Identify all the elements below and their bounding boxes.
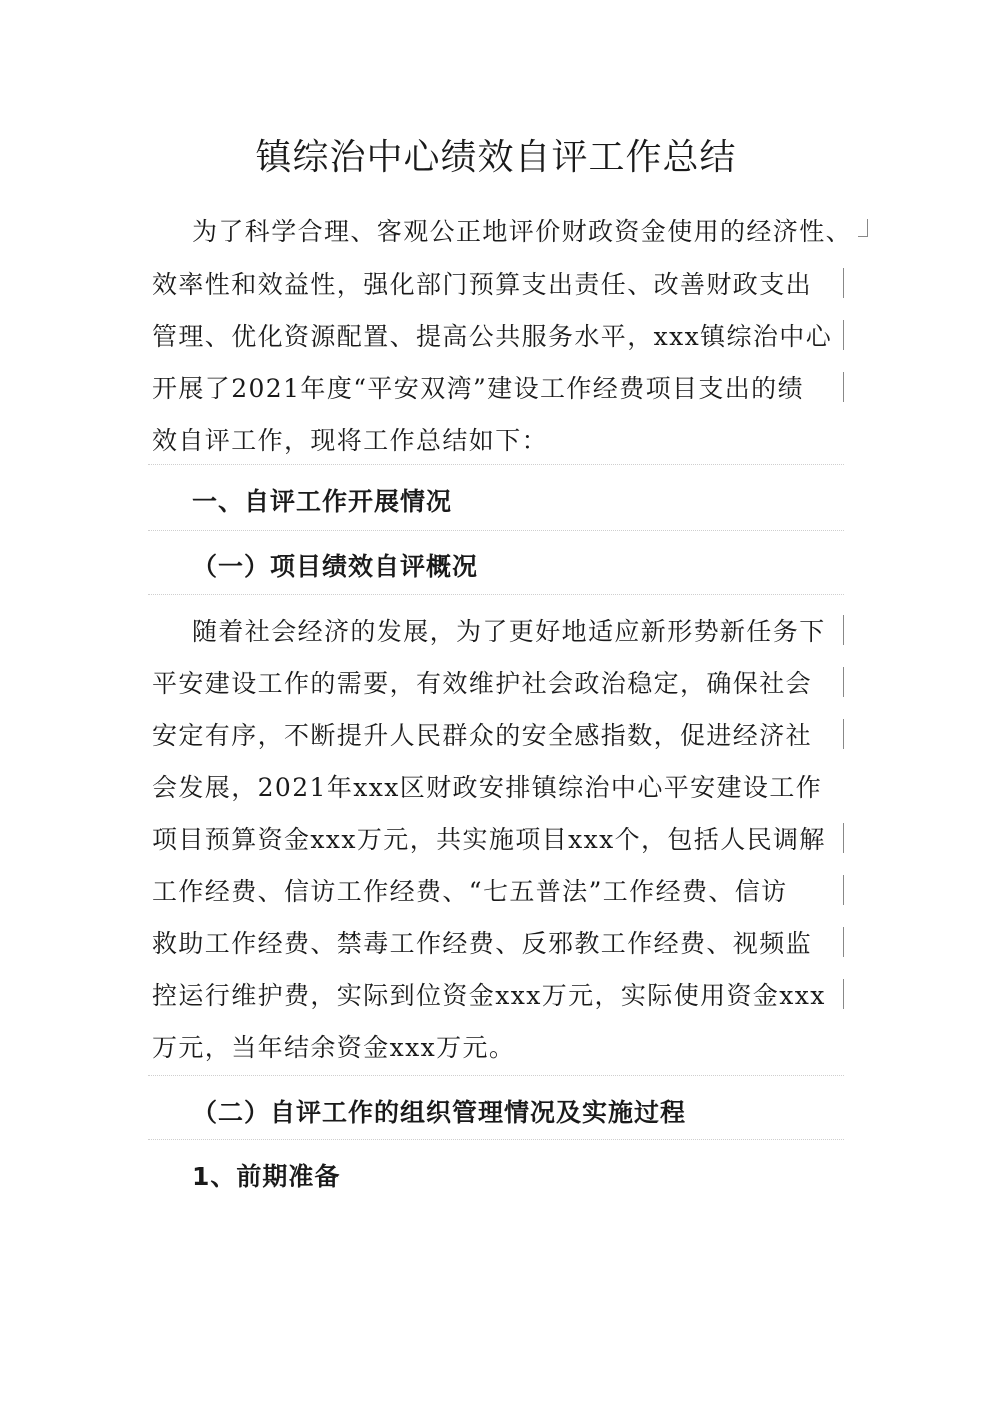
body-line-7: 救助工作经费、禁毒工作经费、反邪教工作经费、视频监 xyxy=(152,929,813,958)
intro-line-1: 为了科学合理、客观公正地评价财政资金使用的经济性、 xyxy=(192,217,853,246)
intro-line-4: 开展了2021年度“平安双湾”建设工作经费项目支出的绩 xyxy=(152,374,804,403)
item-heading-1: 1、前期准备 xyxy=(192,1162,341,1191)
margin-edge-mark xyxy=(843,875,844,905)
body-line-1: 随着社会经济的发展，为了更好地适应新形势新任务下 xyxy=(192,617,826,646)
subsection-heading-2: （二）自评工作的组织管理情况及实施过程 xyxy=(192,1098,687,1127)
body-line-6: 工作经费、信访工作经费、“七五普法”工作经费、信访 xyxy=(152,877,788,906)
margin-edge-mark xyxy=(843,320,844,350)
margin-edge-mark xyxy=(843,823,844,853)
margin-edge-mark xyxy=(843,615,844,645)
paragraph-divider xyxy=(148,1075,844,1076)
body-line-9: 万元，当年结余资金xxx万元。 xyxy=(152,1033,516,1062)
document-title: 镇综治中心绩效自评工作总结 xyxy=(255,137,737,178)
margin-edge-mark xyxy=(843,667,844,697)
paragraph-divider xyxy=(148,464,844,465)
margin-edge-mark xyxy=(843,927,844,957)
intro-line-5: 效自评工作，现将工作总结如下： xyxy=(152,426,549,455)
margin-corner-mark xyxy=(858,236,867,237)
paragraph-divider xyxy=(148,1139,844,1140)
paragraph-divider xyxy=(148,530,844,531)
margin-corner-mark xyxy=(867,219,868,237)
margin-edge-mark xyxy=(843,719,844,749)
body-line-8: 控运行维护费，实际到位资金xxx万元，实际使用资金xxx xyxy=(152,981,826,1010)
margin-edge-mark xyxy=(843,268,844,298)
intro-line-3: 管理、优化资源配置、提高公共服务水平，xxx镇综治中心 xyxy=(152,322,833,351)
intro-line-2: 效率性和效益性，强化部门预算支出责任、改善财政支出 xyxy=(152,270,813,299)
margin-edge-mark xyxy=(843,372,844,402)
subsection-heading-1: （一）项目绩效自评概况 xyxy=(192,552,479,581)
margin-edge-mark xyxy=(843,979,844,1009)
body-line-5: 项目预算资金xxx万元，共实施项目xxx个，包括人民调解 xyxy=(152,825,826,854)
body-line-3: 安定有序，不断提升人民群众的安全感指数，促进经济社 xyxy=(152,721,813,750)
body-line-4: 会发展，2021年xxx区财政安排镇综治中心平安建设工作 xyxy=(152,773,823,802)
paragraph-divider xyxy=(148,594,844,595)
section-heading-1: 一、自评工作开展情况 xyxy=(192,487,453,516)
body-line-2: 平安建设工作的需要，有效维护社会政治稳定，确保社会 xyxy=(152,669,813,698)
